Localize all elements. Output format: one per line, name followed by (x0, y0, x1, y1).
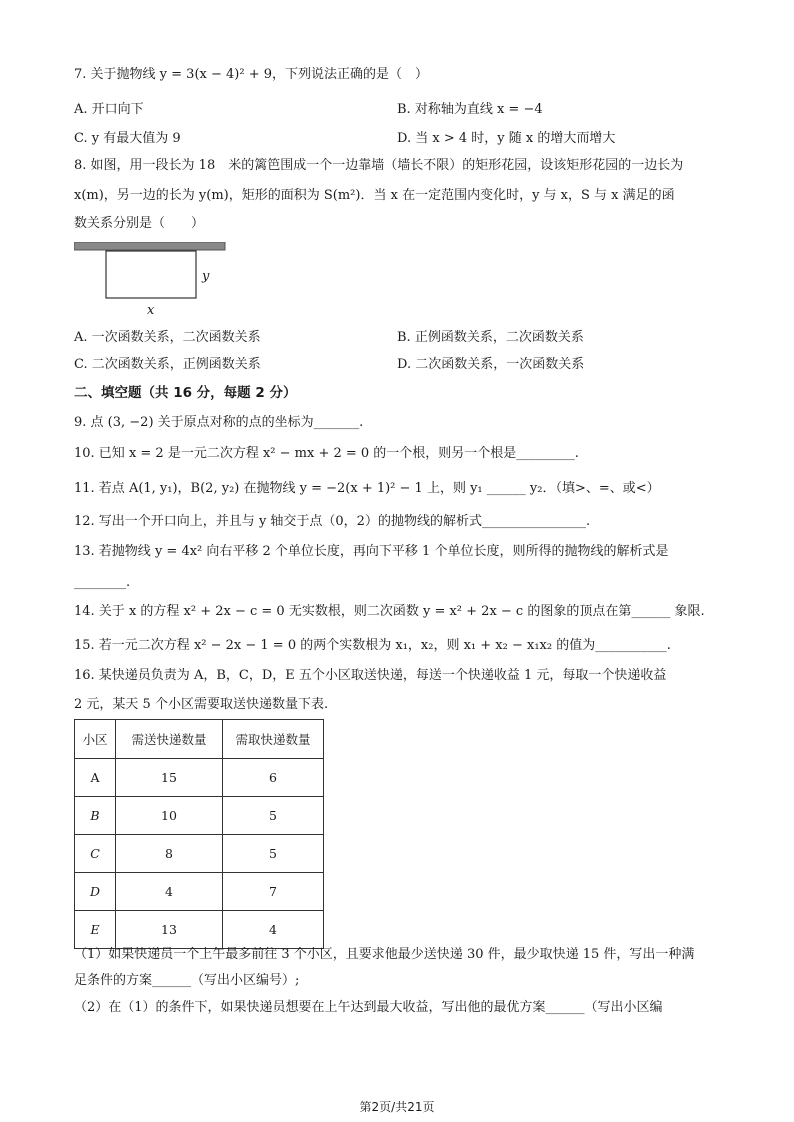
q7-option-a: A. 开口向下 (74, 102, 144, 117)
table-cell: 7 (223, 873, 324, 911)
q7-option-d: D. 当 x > 4 时，y 随 x 的增大而增大 (397, 131, 616, 146)
table-cell-district: E (75, 911, 116, 949)
page-footer: 第2页/共21页 (359, 1100, 435, 1114)
table-row (75, 759, 324, 797)
table-cell: 5 (223, 835, 324, 873)
table-cell: 13 (116, 911, 223, 949)
table-cell-district: B (75, 797, 116, 835)
delivery-table (74, 719, 324, 949)
q16-part1-line1: （1）如果快递员一个上午最多前往 3 个小区，且要求他最少送快递 30 件，最少取快递 15 件，写出一种满 (74, 947, 695, 962)
table-cell: 4 (116, 873, 223, 911)
wall (74, 242, 225, 250)
q8-option-d: D. 二次函数关系，一次函数关系 (397, 357, 585, 372)
garden-rectangle (106, 251, 196, 298)
table-header-cell: 需送快递数量 (116, 720, 223, 759)
label-y: y (202, 269, 210, 284)
q8-option-c: C. 二次函数关系，正例函数关系 (74, 357, 261, 372)
q8-option-a: A. 一次函数关系，二次函数关系 (74, 330, 261, 345)
q16-part2: （2）在（1）的条件下，如果快递员想要在上午达到最大收益，写出他的最优方案______（写出小区编 (74, 1000, 663, 1015)
q14: 14. 关于 x 的方程 x² + 2x − c = 0 无实数根，则二次函数 y = x² + 2x − c 的图象的顶点在第______ 象限. (74, 604, 705, 619)
table-cell: 10 (116, 797, 223, 835)
table-row (75, 873, 324, 911)
q12: 12. 写出一个开口向上，并且与 y 轴交于点（0，2）的抛物线的解析式________________. (74, 514, 591, 529)
q9: 9. 点 (3, −2) 关于原点对称的点的坐标为_______. (74, 415, 364, 430)
q10: 10. 已知 x = 2 是一元二次方程 x² − mx + 2 = 0 的一个根，则另一个根是_________. (74, 446, 579, 461)
table-cell: 8 (116, 835, 223, 873)
table-cell-district: D (75, 873, 116, 911)
q8-stem-line3: 数关系分别是（ ） (74, 216, 205, 231)
section-fill-in-title: 二、填空题（共 16 分，每题 2 分） (74, 385, 297, 401)
q11: 11. 若点 A(1, y₁)，B(2, y₂) 在抛物线 y = −2(x + 1)² − 1 上，则 y₁ ______ y₂．（填>、=、或<） (74, 481, 660, 496)
q8-stem-line1: 8. 如图，用一段长为 18 米的篱笆围成一个一边靠墙（墙长不限）的矩形花园，设该矩形花园的一边长为 (74, 158, 684, 173)
table-cell: 5 (223, 797, 324, 835)
q13-line2: ________. (74, 575, 131, 590)
q16-line2: 2 元，某天 5 个小区需要取送快递数量下表. (74, 697, 329, 712)
table-header-row (75, 720, 324, 759)
table-cell: 6 (223, 759, 324, 797)
q15: 15. 若一元二次方程 x² − 2x − 1 = 0 的两个实数根为 x₁，x₂，则 x₁ + x₂ − x₁x₂ 的值为___________. (74, 638, 671, 653)
q16-part1-line2: 足条件的方案______（写出小区编号）; (74, 973, 300, 988)
table-row (75, 797, 324, 835)
q13-line1: 13. 若抛物线 y = 4x² 向右平移 2 个单位长度，再向下平移 1 个单位长度，则所得的抛物线的解析式是 (74, 544, 669, 559)
table-row (75, 911, 324, 949)
label-x: x (147, 303, 155, 318)
table-cell-district: C (75, 835, 116, 873)
q8-stem-line2: x(m)，另一边的长为 y(m)，矩形的面积为 S(m²)．当 x 在一定范围内变化时，y 与 x，S 与 x 满足的函 (74, 188, 675, 203)
q7-option-b: B. 对称轴为直线 x = −4 (397, 102, 543, 117)
q7-stem: 7. 关于抛物线 y = 3(x − 4)² + 9，下列说法正确的是（ ） (74, 67, 428, 82)
table-cell: 4 (223, 911, 324, 949)
table-cell-district: A (75, 759, 116, 797)
q8-option-b: B. 正例函数关系，二次函数关系 (397, 330, 584, 345)
q8-rectangle-diagram (74, 242, 234, 320)
table-header-cell: 小区 (75, 720, 116, 759)
q7-option-c: C. y 有最大值为 9 (74, 131, 181, 146)
table-row (75, 835, 324, 873)
q16-line1: 16. 某快递员负责为 A，B，C，D，E 五个小区取送快递，每送一个快递收益 1 元，每取一个快递收益 (74, 668, 667, 683)
table-cell: 15 (116, 759, 223, 797)
table-header-cell: 需取快递数量 (223, 720, 324, 759)
